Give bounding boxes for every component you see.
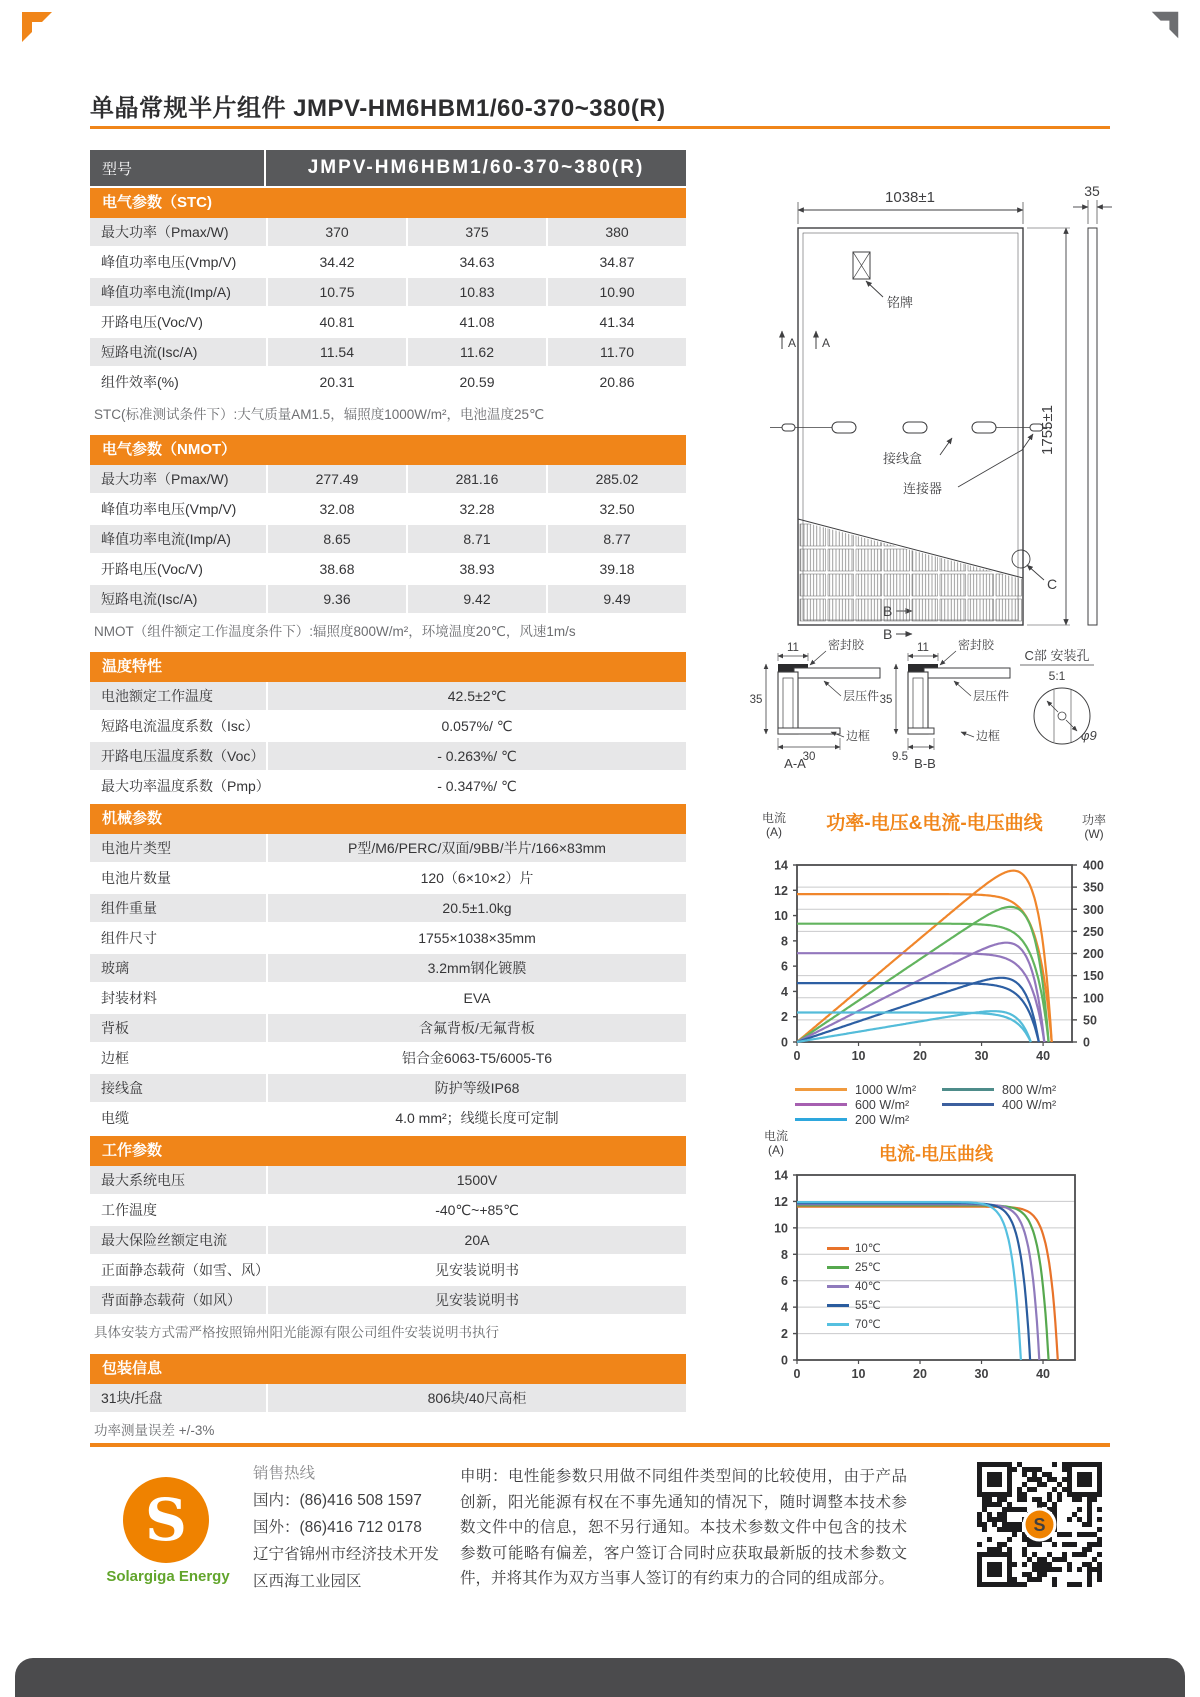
row-value: EVA <box>266 984 686 1012</box>
row-value: 375 <box>406 218 546 246</box>
row-value: 32.08 <box>266 495 406 523</box>
svg-text:10: 10 <box>851 1049 866 1063</box>
table-row <box>90 338 686 368</box>
nameplate-label: 铭牌 <box>887 295 914 310</box>
table-row <box>90 218 686 248</box>
legend-swatch <box>827 1323 849 1326</box>
svg-text:6: 6 <box>781 959 788 974</box>
row-label: 最大功率（Pmax/W) <box>101 471 229 488</box>
svg-text:0: 0 <box>781 1035 788 1050</box>
row-value: 281.16 <box>406 465 546 493</box>
disclaimer-text: 申明：电性能参数只用做不同组件类型间的比较使用，由于产品创新，阳光能源有权在不事先通知的情况下，随时调整本技术参数文件中的信息，恕不另行通知。本技术参数文件中包含的技术参数可能略有偏差，客户签订合同时应获取最新版的技术参数文件，并将其作为双方当事人签订的有约束力的合同的组成部分。 <box>460 1468 907 1587</box>
row-value: 防护等级IP68 <box>266 1074 686 1102</box>
row-value: 39.18 <box>546 555 686 583</box>
svg-text:14: 14 <box>774 1168 788 1183</box>
svg-text:14: 14 <box>774 858 788 873</box>
svg-text:12: 12 <box>774 883 788 898</box>
svg-text:0: 0 <box>781 1353 788 1368</box>
row-value: 34.87 <box>546 248 686 276</box>
section-note: NMOT（组件额定工作温度条件下）:辐照度800W/m²，环境温度20℃，风速1m/s <box>94 624 576 640</box>
connector-symbol <box>782 424 795 431</box>
chart-legend <box>827 1242 881 1330</box>
row-value: 32.28 <box>406 495 546 523</box>
row-value: P型/M6/PERC/双面/9BB/半片/166×83mm <box>266 834 686 862</box>
dim-height-label: 1755±1 <box>1039 405 1056 455</box>
svg-text:10: 10 <box>851 1367 866 1381</box>
table-row <box>90 1384 686 1414</box>
table-row <box>90 555 686 585</box>
section-note: 具体安装方式需严格按照锦州阳光能源有限公司组件安装说明书执行 <box>94 1325 499 1341</box>
row-label: 正面静态载荷（如雪、风） <box>101 1262 269 1279</box>
legend-swatch <box>942 1103 994 1106</box>
solargiga-logo <box>123 1477 209 1563</box>
chart-legend <box>795 1082 1095 1127</box>
bb-name: B-B <box>914 756 936 771</box>
row-value: 10.90 <box>546 278 686 306</box>
row-value: 41.34 <box>546 308 686 336</box>
aa-bottom-dim: 30 <box>802 751 816 763</box>
row-label: 峰值功率电流(Imp/A) <box>101 284 231 300</box>
svg-text:20: 20 <box>913 1367 927 1381</box>
table-row <box>90 682 686 712</box>
row-value: 10.83 <box>406 278 546 306</box>
row-value: - 0.347%/ ℃ <box>266 772 686 800</box>
row-value: 20A <box>266 1226 686 1254</box>
legend-swatch <box>827 1304 849 1307</box>
connector-label: 连接器 <box>903 481 943 496</box>
junction-box-label: 接线盒 <box>883 451 923 466</box>
row-label: 电池额定工作温度 <box>101 688 213 705</box>
legend-swatch <box>827 1285 849 1288</box>
section-header: 工作参数 <box>90 1136 686 1166</box>
aa-name: A-A <box>784 756 806 771</box>
legend-item <box>827 1242 881 1254</box>
row-value: 3.2mm钢化镀膜 <box>266 954 686 982</box>
row-label: 电池片类型 <box>101 840 171 857</box>
pv-iv-chart <box>700 760 1200 1135</box>
row-label: 最大功率温度系数（Pmp） <box>101 778 270 795</box>
section-header: 电气参数（STC) <box>90 188 686 218</box>
row-label: 短路电流(Isc/A) <box>101 591 198 608</box>
svg-text:150: 150 <box>1083 969 1104 984</box>
table-row <box>90 864 686 894</box>
row-value: 277.49 <box>266 465 406 493</box>
svg-text:30: 30 <box>974 1367 989 1381</box>
row-value: 9.49 <box>546 585 686 613</box>
legend-item <box>827 1261 881 1273</box>
svg-text:2: 2 <box>781 1010 788 1025</box>
svg-text:100: 100 <box>1083 991 1104 1006</box>
legend-label: 200 W/m² <box>855 1112 910 1127</box>
legend-label: 1000 W/m² <box>855 1082 917 1097</box>
legend-item <box>827 1299 881 1311</box>
legend-swatch <box>795 1088 847 1091</box>
row-value: 铝合金6063-T5/6005-T6 <box>266 1044 686 1072</box>
contact-block <box>253 1460 443 1595</box>
row-label: 峰值功率电压(Vmp/V) <box>101 254 237 270</box>
svg-text:2: 2 <box>781 1327 788 1342</box>
table-row <box>90 1014 686 1044</box>
legend-label: 70℃ <box>855 1319 881 1331</box>
row-value: 38.68 <box>266 555 406 583</box>
table-row <box>90 525 686 555</box>
legend-item <box>942 1082 1089 1097</box>
legend-swatch <box>827 1247 849 1250</box>
svg-text:8: 8 <box>781 934 788 949</box>
row-value: 34.63 <box>406 248 546 276</box>
row-value: 见安装说明书 <box>266 1286 686 1314</box>
legend-item <box>795 1082 942 1097</box>
row-value: -40℃~+85℃ <box>266 1196 686 1224</box>
row-label: 组件尺寸 <box>101 930 157 947</box>
row-label: 封装材料 <box>101 990 157 1007</box>
table-row <box>90 1256 686 1286</box>
svg-text:8: 8 <box>781 1247 788 1262</box>
row-value: - 0.263%/ ℃ <box>266 742 686 770</box>
row-value: 9.42 <box>406 585 546 613</box>
table-row <box>90 465 686 495</box>
section-b-label: B <box>883 626 893 642</box>
y-left-axis-label: 电流 (A) <box>761 811 786 839</box>
svg-text:250: 250 <box>1083 924 1104 939</box>
svg-text:40: 40 <box>1036 1049 1051 1063</box>
row-value: 8.77 <box>546 525 686 553</box>
legend-label: 800 W/m² <box>1002 1082 1057 1097</box>
table-row <box>90 495 686 525</box>
section-header: 机械参数 <box>90 804 686 834</box>
row-label: 电池片数量 <box>101 870 171 887</box>
section-header: 包装信息 <box>90 1354 686 1384</box>
svg-text:50: 50 <box>1083 1013 1097 1028</box>
row-value: 0.057%/ ℃ <box>266 712 686 740</box>
svg-text:400: 400 <box>1083 858 1104 873</box>
table-row <box>90 924 686 954</box>
c-detail-title: C部 安装孔 <box>1024 648 1090 663</box>
svg-text:350: 350 <box>1083 880 1104 895</box>
legend-item <box>942 1097 1089 1112</box>
aa-left-dim: 35 <box>749 694 763 706</box>
row-value: 285.02 <box>546 465 686 493</box>
row-value: 1755×1038×35mm <box>266 924 686 952</box>
chart-title: 电流-电压曲线 <box>879 1144 993 1164</box>
laminate-label: 层压件 <box>843 689 880 703</box>
table-row <box>90 278 686 308</box>
svg-text:300: 300 <box>1083 902 1104 917</box>
row-value: 9.36 <box>266 585 406 613</box>
row-label: 最大系统电压 <box>101 1172 185 1189</box>
table-row <box>90 1196 686 1226</box>
c-detail-scale: 5:1 <box>1048 669 1066 683</box>
row-value: 10.75 <box>266 278 406 306</box>
row-value: 1500V <box>266 1166 686 1194</box>
row-value: 20.31 <box>266 368 406 396</box>
row-label: 最大保险丝额定电流 <box>101 1232 227 1249</box>
row-value: 120（6×10×2）片 <box>266 864 686 892</box>
title-rule <box>90 126 1110 129</box>
legend-label: 55℃ <box>855 1300 881 1312</box>
row-label: 31块/托盘 <box>101 1389 163 1406</box>
row-value: 11.54 <box>266 338 406 366</box>
section-header: 温度特性 <box>90 652 686 682</box>
table-row <box>90 1286 686 1316</box>
section-a-label: A <box>822 336 831 350</box>
junction-box-symbol <box>832 422 856 433</box>
table-row <box>90 894 686 924</box>
chart-plot <box>700 1130 1200 1390</box>
dim-width-label: 1038±1 <box>885 189 935 206</box>
table-row <box>90 984 686 1014</box>
seal-label: 密封胶 <box>958 638 995 652</box>
svg-text:4: 4 <box>781 984 788 999</box>
legend-swatch <box>795 1103 847 1106</box>
row-value: 34.42 <box>266 248 406 276</box>
legend-swatch <box>942 1088 994 1091</box>
frame-label: 边框 <box>976 729 1001 743</box>
dim-thickness-label: 35 <box>1084 183 1100 199</box>
table-row <box>90 742 686 772</box>
table-row <box>90 834 686 864</box>
row-value: 20.59 <box>406 368 546 396</box>
c-detail-hole-dim: φ9 <box>1081 728 1097 743</box>
legend-item <box>827 1280 881 1292</box>
legend-item <box>795 1112 942 1127</box>
seal-label: 密封胶 <box>828 638 865 652</box>
table-row <box>90 1226 686 1256</box>
page-title: 单晶常规半片组件 JMPV-HM6HBM1/60-370~380(R) <box>90 95 666 122</box>
row-label: 最大功率（Pmax/W) <box>101 224 229 240</box>
svg-text:40: 40 <box>1036 1367 1050 1381</box>
qr-code <box>977 1462 1102 1587</box>
section-note: 功率测量误差 +/-3% <box>94 1422 215 1438</box>
legend-item <box>827 1318 881 1330</box>
logo-caption: Solargiga Energy <box>106 1568 230 1585</box>
model-value-cell: JMPV-HM6HBM1/60-370~380(R) <box>307 157 645 178</box>
section-b-label: B <box>883 603 893 619</box>
row-value: 38.93 <box>406 555 546 583</box>
row-label: 边框 <box>101 1050 129 1067</box>
iv-temperature-chart <box>700 1130 1200 1390</box>
panel-drawing <box>700 150 1200 775</box>
row-label: 电缆 <box>101 1110 129 1127</box>
row-value: 见安装说明书 <box>266 1256 686 1284</box>
row-label: 开路电压(Voc/V) <box>101 561 203 578</box>
laminate-label: 层压件 <box>973 689 1010 703</box>
row-value: 11.62 <box>406 338 546 366</box>
bb-bottom-dim: 9.5 <box>892 751 908 763</box>
row-label: 玻璃 <box>101 960 129 977</box>
table-row <box>90 772 686 802</box>
legend-swatch <box>827 1266 849 1269</box>
svg-text:6: 6 <box>781 1274 788 1289</box>
frame-label: 边框 <box>846 729 871 743</box>
svg-text:200: 200 <box>1083 947 1104 961</box>
table-row <box>90 368 686 398</box>
row-label: 短路电流温度系数（Isc） <box>101 718 259 735</box>
table-row <box>90 308 686 338</box>
svg-text:0: 0 <box>793 1367 801 1381</box>
row-value: 32.50 <box>546 495 686 523</box>
svg-text:12: 12 <box>774 1194 788 1209</box>
table-row <box>90 1044 686 1074</box>
model-row <box>90 150 686 186</box>
svg-text:S: S <box>1033 1515 1046 1535</box>
row-value: 806块/40尺高柜 <box>266 1384 686 1412</box>
section-header: 电气参数（NMOT） <box>90 435 686 465</box>
chart-title: 功率-电压&电流-电压曲线 <box>826 813 1043 834</box>
phone-international: 国外：(86)416 712 0178 <box>253 1519 422 1536</box>
bb-top-dim: 11 <box>917 642 929 654</box>
row-label: 组件重量 <box>101 900 157 917</box>
row-label: 开路电压温度系数（Voc） <box>101 748 265 765</box>
section-a-label: A <box>788 336 797 350</box>
table-row <box>90 585 686 615</box>
corner-mark-orange-icon <box>20 10 54 44</box>
row-label: 开路电压(Voc/V) <box>101 314 203 330</box>
y-left-axis-label: 电流 (A) <box>763 1129 788 1157</box>
legend-item <box>795 1097 942 1112</box>
row-value: 4.0 mm²；线缆长度可定制 <box>266 1104 686 1132</box>
y-right-axis-label: 功率 (W) <box>1081 813 1106 841</box>
row-label: 接线盒 <box>101 1080 143 1097</box>
footer-rule <box>90 1443 1110 1447</box>
row-value: 8.71 <box>406 525 546 553</box>
svg-text:10: 10 <box>774 1221 788 1236</box>
legend-label: 10℃ <box>855 1243 881 1255</box>
row-value: 40.81 <box>266 308 406 336</box>
section-note: STC(标准测试条件下）:大气质量AM1.5，辐照度1000W/m²，电池温度25℃ <box>94 407 545 422</box>
table-row <box>90 954 686 984</box>
address: 辽宁省锦州市经济技术开发区西海工业园区 <box>253 1546 440 1590</box>
row-label: 峰值功率电流(Imp/A) <box>101 531 231 548</box>
row-value: 20.86 <box>546 368 686 396</box>
cell-grid <box>800 524 1022 621</box>
section-c-label: C <box>1047 576 1058 592</box>
row-value: 370 <box>266 218 406 246</box>
svg-text:0: 0 <box>1083 1035 1090 1050</box>
row-label: 背面静态载荷（如风） <box>101 1292 241 1309</box>
svg-text:30: 30 <box>974 1049 989 1063</box>
row-label: 短路电流(Isc/A) <box>101 344 198 360</box>
table-row <box>90 712 686 742</box>
corner-mark-gray-icon <box>1150 10 1180 40</box>
bottom-page-edge <box>15 1658 1185 1697</box>
aa-top-dim: 11 <box>787 642 799 654</box>
row-value: 含氟背板/无氟背板 <box>266 1014 686 1042</box>
row-value: 380 <box>546 218 686 246</box>
table-row <box>90 1104 686 1134</box>
row-label: 组件效率(%) <box>101 374 179 390</box>
bb-left-dim: 35 <box>879 694 893 706</box>
row-value: 11.70 <box>546 338 686 366</box>
svg-text:0: 0 <box>793 1049 801 1063</box>
legend-label: 25℃ <box>855 1262 881 1274</box>
legend-swatch <box>795 1118 847 1121</box>
chart-plot <box>700 760 1200 1135</box>
svg-text:4: 4 <box>781 1300 788 1315</box>
svg-text:10: 10 <box>774 909 788 924</box>
row-label: 峰值功率电压(Vmp/V) <box>101 501 237 518</box>
phone-domestic: 国内：(86)416 508 1597 <box>253 1492 422 1509</box>
row-value: 41.08 <box>406 308 546 336</box>
logo-letter: S <box>145 1486 187 1554</box>
legend-label: 40℃ <box>855 1281 881 1293</box>
row-value: 20.5±1.0kg <box>266 894 686 922</box>
spec-table <box>90 150 686 1449</box>
row-value: 8.65 <box>266 525 406 553</box>
row-value: 42.5±2℃ <box>266 682 686 710</box>
legend-label: 600 W/m² <box>855 1097 910 1112</box>
table-row <box>90 1074 686 1104</box>
model-label-cell: 型号 <box>90 150 266 186</box>
table-row <box>90 248 686 278</box>
row-label: 背板 <box>101 1020 129 1037</box>
legend-label: 400 W/m² <box>1002 1097 1057 1112</box>
svg-text:20: 20 <box>913 1049 927 1063</box>
hotline-title: 销售热线 <box>253 1465 316 1482</box>
table-row <box>90 1166 686 1196</box>
row-label: 工作温度 <box>101 1202 157 1219</box>
